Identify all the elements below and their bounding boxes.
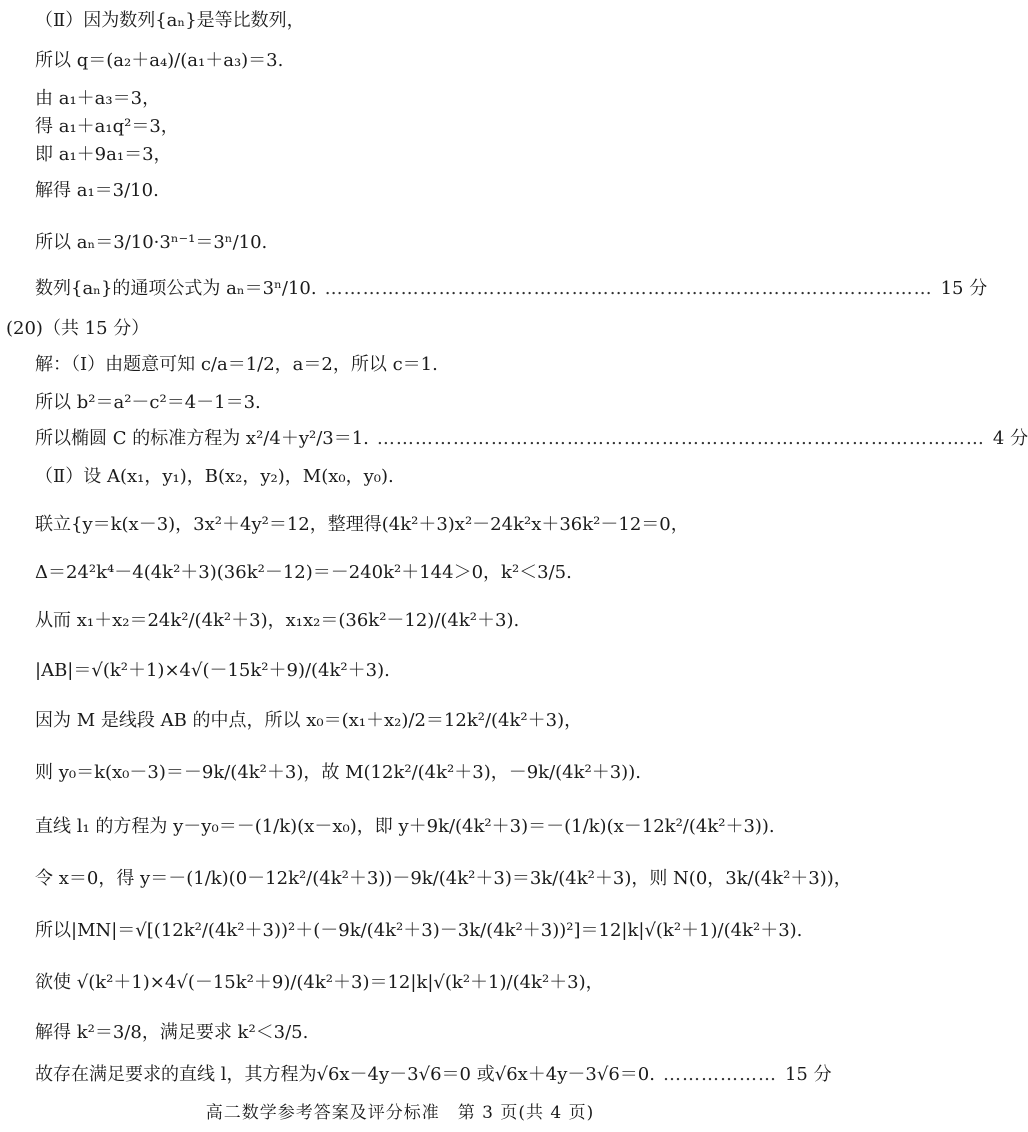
score-label: 4 分 xyxy=(992,428,1028,449)
line-l1-equation: 直线 l₁ 的方程为 y－y₀＝－(1/k)(x－x₀)，即 y＋9k/(4k²＋3)＝－(1/k)(x－12k²/(4k²＋3)). xyxy=(35,816,775,837)
ellipse-equation-line xyxy=(35,428,1028,449)
midpoint-y-line: 则 y₀＝k(x₀－3)＝－9k/(4k²＋3)，故 M(12k²/(4k²＋3)，－9k/(4k²＋3)). xyxy=(35,762,641,783)
general-term-text: 数列{aₙ}的通项公式为 aₙ＝3ⁿ/10. xyxy=(35,278,317,299)
ellipse-equation-text: 所以椭圆 C 的标准方程为 x²/4＋y²/3＝1. xyxy=(35,428,369,449)
chord-length-line: |AB|＝√(k²＋1)×4√(－15k²＋9)/(4k²＋3). xyxy=(35,660,390,681)
leader-dots: …………………………………………………………………………………… xyxy=(324,278,933,299)
page-footer: 高二数学参考答案及评分标准 第 3 页(共 4 页) xyxy=(205,1103,595,1123)
leader-dots: ……………… xyxy=(662,1064,777,1085)
part2-heading: （Ⅱ）因为数列{aₙ}是等比数列， xyxy=(35,10,305,31)
step-line: 由 a₁＋a₃＝3， xyxy=(35,88,161,109)
conclusion-line xyxy=(35,1064,832,1085)
solution-line: （Ⅱ）设 A(x₁，y₁)，B(x₂，y₂)，M(x₀，y₀). xyxy=(35,466,394,487)
system-line: 联立{y＝k(x－3)，3x²＋4y²＝12，整理得(4k²＋3)x²－24k²x＋36k²－12＝0， xyxy=(35,514,689,535)
discriminant-line: Δ＝24²k⁴－4(4k²＋3)(36k²－12)＝－240k²＋144＞0，k²＜3/5. xyxy=(35,562,572,583)
solution-line: 所以 b²＝a²－c²＝4－1＝3. xyxy=(35,392,261,413)
step-line: 解得 a₁＝3/10. xyxy=(35,180,159,201)
vieta-line: 从而 x₁＋x₂＝24k²/(4k²＋3)，x₁x₂＝(36k²－12)/(4k²＋3). xyxy=(35,610,520,631)
score-label: 15 分 xyxy=(784,1064,832,1085)
step-line: 即 a₁＋9a₁＝3， xyxy=(35,144,172,165)
leader-dots: …………………………………………………………………………………… xyxy=(376,428,985,449)
step-line: 得 a₁＋a₁q²＝3， xyxy=(35,116,179,137)
score-label: 15 分 xyxy=(940,278,988,299)
general-term-line xyxy=(35,278,988,299)
mn-length-line: 所以|MN|＝√[(12k²/(4k²＋3))²＋(－9k/(4k²＋3)－3k/(4k²＋3))²]＝12|k|√(k²＋1)/(4k²＋3). xyxy=(35,920,803,941)
question-20-heading: (20)（共 15 分） xyxy=(6,318,150,339)
midpoint-line: 因为 M 是线段 AB 的中点，所以 x₀＝(x₁＋x₂)/2＝12k²/(4k²＋3)， xyxy=(35,710,583,731)
conclusion-text: 故存在满足要求的直线 l，其方程为√6x－4y－3√6＝0 或√6x＋4y－3√6＝0. xyxy=(35,1064,655,1085)
ratio-q-line: 所以 q＝(a₂＋a₄)/(a₁＋a₃)＝3. xyxy=(35,50,284,71)
point-n-line: 令 x＝0，得 y＝－(1/k)(0－12k²/(4k²＋3))－9k/(4k²＋3)＝3k/(4k²＋3)，则 N(0，3k/(4k²＋3))， xyxy=(35,868,852,889)
step-line: 所以 aₙ＝3/10·3ⁿ⁻¹＝3ⁿ/10. xyxy=(35,232,268,253)
k-solution-line: 解得 k²＝3/8，满足要求 k²＜3/5. xyxy=(35,1022,309,1043)
solution-line: 解：（Ⅰ）由题意可知 c/a＝1/2，a＝2，所以 c＝1. xyxy=(35,354,438,375)
equality-line: 欲使 √(k²＋1)×4√(－15k²＋9)/(4k²＋3)＝12|k|√(k²＋1)/(4k²＋3)， xyxy=(35,972,604,993)
